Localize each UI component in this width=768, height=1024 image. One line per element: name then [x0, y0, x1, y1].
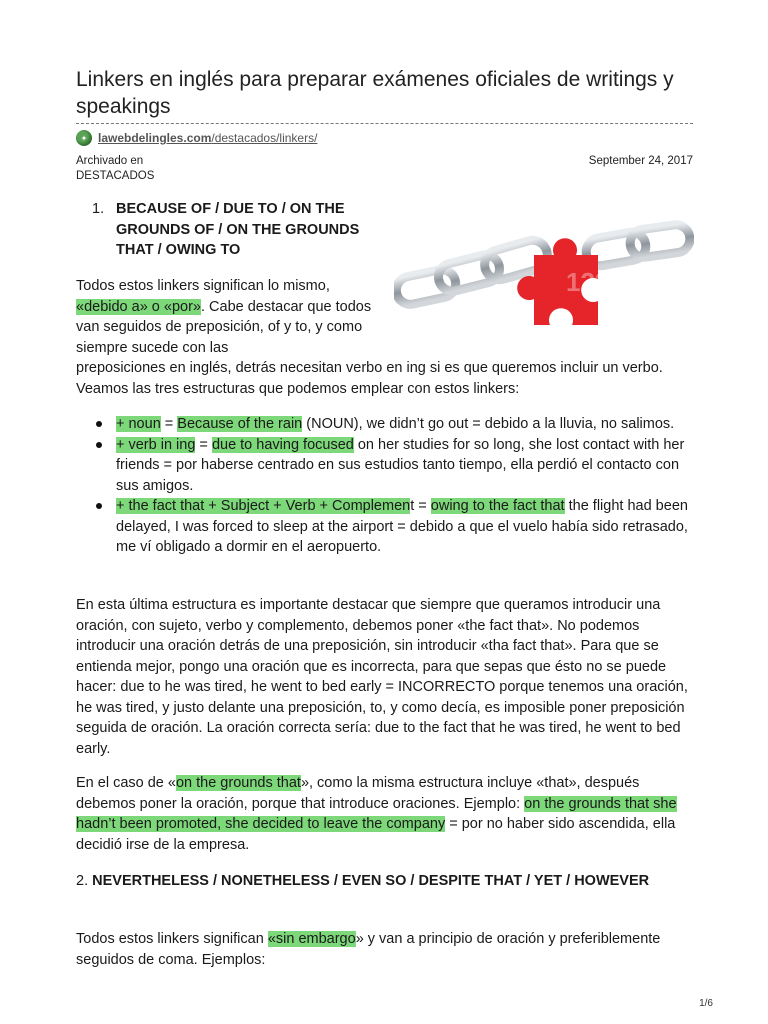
section-2-heading: 2. NEVERTHELESS / NONETHELESS / EVEN SO / DESPITE THAT / YET / HOWEVER: [76, 873, 650, 889]
site-logo-icon: ✦: [76, 130, 92, 146]
list-item: + verb in ing = due to having focused on her studies for so long, she lost contact with her friends = por haberse centrado en sus estudios tanto tiempo, ella perdió el contacto con sus amigos.: [76, 435, 693, 497]
section-2-intro: Todos estos linkers significan «sin embargo» y van a principio de oración y preferiblemente seguidos de coma. Ejemplos:: [76, 931, 661, 968]
section-1-intro: Todos estos linkers significan lo mismo, «debido a» o «por». Cabe destacar que todos van seguidos de preposición, of y to, y como siempre sucede con las preposiciones en inglés, detrás necesitan verbo en ing si es que queremos incluir un verbo. Veamos las tres estructuras que podemos emplear con estos linkers:: [76, 278, 663, 397]
section-1-explanation: En esta última estructura es importante destacar que siempre que queramos introducir una oración, con sujeto, verbo y complemento, debemos poner «the fact that». No podemos introducir una oración detrás de una preposición, sin introducir «tha fact that». Para que se entienda mejor, pongo una oración que es incorrecta, para que sepas que ésto no se puede hacer: due to he was tired, he went to bed early = INCORRECTO porque tenemos una oración, he was tired, y justo delante una preposición, to, y como decía, es imposible poner preposición seguida de oración. La oración correcta sería: due to the fact that he was tired, he went to bed early.: [76, 597, 688, 757]
publish-date: September 24, 2017: [588, 155, 693, 167]
section-1-number: 1.: [92, 201, 105, 217]
structure-list: [76, 414, 693, 558]
archived-category: DESTACADOS: [76, 170, 155, 182]
section-1-grounds-example: En el caso de «on the grounds that», como la misma estructura incluye «that», después debemos poner la oración, porque that introduce oraciones. Ejemplo: on the grounds that she hadn’t been promoted, she decided to leave the company = por no haber sido ascendida, ella decidió irse de la empresa.: [76, 775, 677, 853]
svg-text:123RF: 123RF: [566, 267, 645, 297]
page-title: Linkers en inglés para preparar exámenes oficiales de writings y speakings: [76, 68, 674, 118]
list-item: + noun = Because of the rain (NOUN), we didn’t go out = debido a la lluvia, no salimos.: [76, 414, 693, 435]
section-2-title: NEVERTHELESS / NONETHELESS / EVEN SO / DESPITE THAT / YET / HOWEVER: [92, 873, 650, 889]
section-1-title: BECAUSE OF / DUE TO / ON THE GROUNDS OF / ON THE GROUNDS THAT / OWING TO: [116, 201, 360, 258]
page-number: 1/6: [699, 998, 713, 1009]
archived-label: Archivado en: [76, 155, 144, 167]
section-1-heading: [92, 199, 382, 261]
source-link[interactable]: lawebdelingles.com/destacados/linkers/: [98, 131, 318, 145]
archive-info: [76, 154, 154, 184]
highlight: «debido a» o «por»: [76, 298, 201, 315]
source-line: [76, 129, 317, 147]
list-item: + the fact that + Subject + Verb + Complement = owing to the fact that the flight had been delayed, I was forced to sleep at the airport = debido a que el vuelo había sido retrasado, me ví obligado a dormir en el aeropuerto.: [76, 496, 693, 558]
title-divider: [76, 123, 693, 124]
